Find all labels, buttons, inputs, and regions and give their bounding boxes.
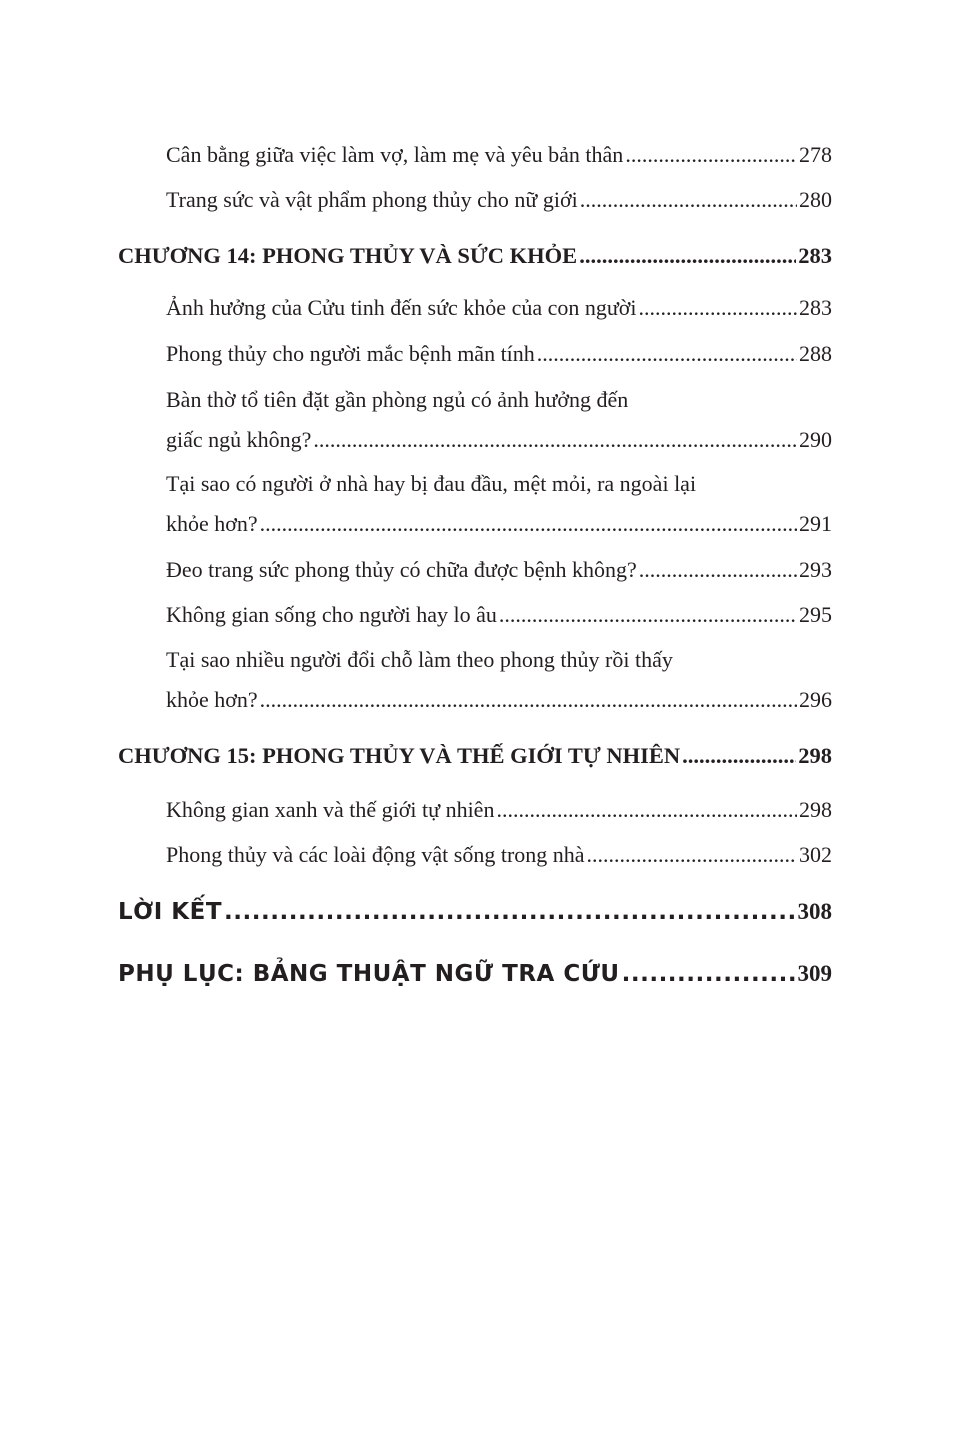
toc-entry — [166, 640, 832, 720]
toc-entry-page: 293 — [799, 557, 832, 582]
toc-entry-title: khỏe hơn? — [166, 511, 258, 536]
leader-dots — [625, 135, 797, 175]
toc-section-title: PHỤ LỤC: BẢNG THUẬT NGỮ TRA CỨU — [118, 961, 620, 987]
toc-entry — [166, 334, 832, 374]
toc-entry-title: Đeo trang sức phong thủy có chữa được bệnh không? — [166, 557, 637, 582]
toc-section-title: LỜI KẾT — [118, 899, 223, 925]
toc-chapter-title: CHƯƠNG 15: PHONG THỦY VÀ THẾ GIỚI TỰ NHIÊN — [118, 743, 681, 768]
toc-chapter — [118, 236, 832, 276]
toc-entry-title: Ảnh hưởng của Cửu tinh đến sức khỏe của con người — [166, 295, 637, 320]
toc-entry-page: 288 — [799, 341, 832, 366]
toc-entry — [166, 135, 832, 175]
toc-entry-page: 295 — [799, 602, 832, 627]
toc-entry — [166, 835, 832, 875]
toc-entry — [166, 464, 832, 544]
leader-dots — [622, 954, 796, 994]
toc-entry — [166, 288, 832, 328]
toc-chapter-title: CHƯƠNG 14: PHONG THỦY VÀ SỨC KHỎE — [118, 243, 578, 268]
toc-entry-title-line: Bàn thờ tổ tiên đặt gần phòng ngủ có ảnh hưởng đến — [166, 387, 629, 412]
toc-entry-page: 296 — [799, 687, 832, 712]
leader-dots — [499, 595, 797, 635]
leader-dots — [579, 236, 796, 276]
toc-entry-title: Trang sức và vật phẩm phong thủy cho nữ giới — [166, 187, 578, 212]
toc-entry-page: 278 — [799, 142, 832, 167]
toc-entry-page: 302 — [799, 842, 832, 867]
toc-chapter-page: 298 — [798, 743, 832, 768]
toc-entry-title: khỏe hơn? — [166, 687, 258, 712]
toc-entry-page: 291 — [799, 511, 832, 536]
leader-dots — [587, 835, 797, 875]
toc-entry — [166, 180, 832, 220]
toc-entry-title-line: Tại sao có người ở nhà hay bị đau đầu, mệt mỏi, ra ngoài lại — [166, 471, 697, 496]
toc-section-page: 308 — [797, 899, 832, 924]
toc-section-page: 309 — [797, 961, 832, 986]
toc-entry — [166, 380, 832, 460]
toc-chapter — [118, 736, 832, 776]
leader-dots — [260, 680, 797, 720]
toc-entry — [166, 790, 832, 830]
toc-entry-title-line: Tại sao nhiều người đổi chỗ làm theo phong thủy rồi thấy — [166, 647, 673, 672]
leader-dots — [537, 334, 797, 374]
toc-section — [118, 892, 832, 932]
toc-entry — [166, 550, 832, 590]
leader-dots — [260, 504, 797, 544]
toc-entry-page: 283 — [799, 295, 832, 320]
toc-section — [118, 954, 832, 994]
toc-entry-page: 290 — [799, 427, 832, 452]
toc-entry-title: Không gian sống cho người hay lo âu — [166, 602, 497, 627]
toc-entry — [166, 595, 832, 635]
toc-entry-page: 298 — [799, 797, 832, 822]
toc-chapter-page: 283 — [798, 243, 832, 268]
leader-dots — [313, 420, 797, 460]
toc-entry-title: Phong thủy và các loài động vật sống trong nhà — [166, 842, 585, 867]
toc-entry-title: Cân bằng giữa việc làm vợ, làm mẹ và yêu bản thân — [166, 142, 624, 167]
leader-dots — [682, 736, 796, 776]
toc-entry-page: 280 — [799, 187, 832, 212]
leader-dots — [639, 550, 797, 590]
leader-dots — [639, 288, 797, 328]
toc-entry-title: Phong thủy cho người mắc bệnh mãn tính — [166, 341, 535, 366]
toc-entry-title: giấc ngủ không? — [166, 427, 312, 452]
leader-dots — [224, 892, 795, 932]
leader-dots — [580, 180, 797, 220]
toc-entry-title: Không gian xanh và thế giới tự nhiên — [166, 797, 495, 822]
leader-dots — [496, 790, 797, 830]
